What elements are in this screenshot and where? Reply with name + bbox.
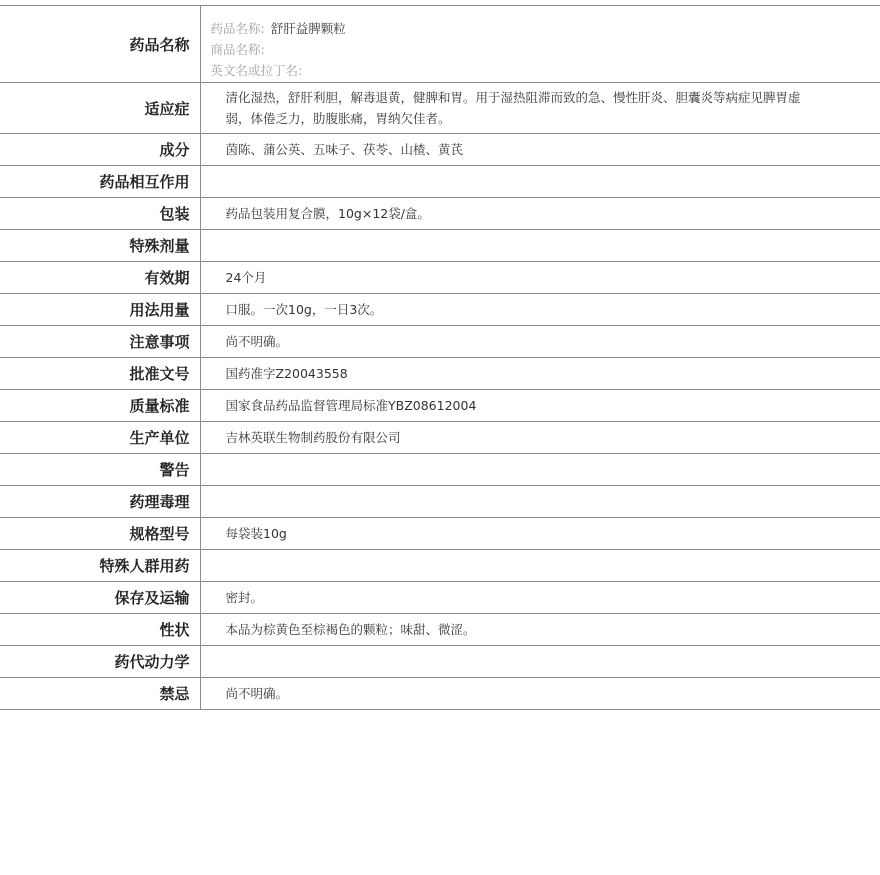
table-row — [0, 390, 880, 422]
row-value: 24个月 — [200, 262, 880, 294]
drug-name-value — [200, 6, 880, 83]
row-value: 茵陈、蒲公英、五味子、茯苓、山楂、黄芪 — [200, 134, 880, 166]
drug-name-label: 药品名称 — [0, 6, 200, 83]
table-row — [0, 646, 880, 678]
row-value: 口服。一次10g，一日3次。 — [200, 294, 880, 326]
row-value: 药品包装用复合膜，10g×12袋/盒。 — [200, 198, 880, 230]
row-value: 尚不明确。 — [200, 678, 880, 710]
drug-name-row — [0, 6, 880, 83]
table-row — [0, 134, 880, 166]
generic-name-label: 药品名称: — [210, 20, 265, 36]
row-label: 成分 — [0, 134, 200, 166]
table-row — [0, 486, 880, 518]
table-row — [0, 166, 880, 198]
row-label: 特殊剂量 — [0, 230, 200, 262]
row-value — [200, 454, 880, 486]
table-row-indications — [0, 83, 880, 134]
indications-text: 清化湿热，舒肝利胆，解毒退黄，健脾和胃。用于湿热阻滞而致的急、慢性肝炎、胆囊炎等病症见脾胃虚弱，体倦乏力，肋腹胀痛，胃纳欠佳者。 — [225, 90, 801, 126]
row-value: 本品为棕黄色至棕褐色的颗粒；味甜、微涩。 — [200, 614, 880, 646]
trade-name-label: 商品名称: — [210, 41, 265, 57]
row-label: 有效期 — [0, 262, 200, 294]
row-value: 国家食品药品监督管理局标准YBZ08612004 — [200, 390, 880, 422]
drug-info-table — [0, 5, 880, 710]
table-row — [0, 198, 880, 230]
table-row — [0, 678, 880, 710]
row-label: 用法用量 — [0, 294, 200, 326]
table-row — [0, 358, 880, 390]
row-label: 生产单位 — [0, 422, 200, 454]
row-value — [200, 646, 880, 678]
row-value: 国药准字Z20043558 — [200, 358, 880, 390]
row-value — [200, 550, 880, 582]
row-label: 性状 — [0, 614, 200, 646]
table-row — [0, 294, 880, 326]
row-label: 禁忌 — [0, 678, 200, 710]
row-label: 药品相互作用 — [0, 166, 200, 198]
generic-name-value: 舒肝益脾颗粒 — [270, 20, 346, 36]
row-label: 包装 — [0, 198, 200, 230]
table-row — [0, 614, 880, 646]
row-label: 保存及运输 — [0, 582, 200, 614]
table-row — [0, 262, 880, 294]
row-label: 规格型号 — [0, 518, 200, 550]
row-label: 药理毒理 — [0, 486, 200, 518]
row-label: 特殊人群用药 — [0, 550, 200, 582]
row-value: 每袋装10g — [200, 518, 880, 550]
row-label: 批准文号 — [0, 358, 200, 390]
row-value: 密封。 — [200, 582, 880, 614]
row-value: 尚不明确。 — [200, 326, 880, 358]
row-value: 吉林英联生物制药股份有限公司 — [200, 422, 880, 454]
generic-name-line — [211, 18, 871, 39]
table-row — [0, 454, 880, 486]
table-row — [0, 230, 880, 262]
table-row — [0, 422, 880, 454]
row-value — [200, 486, 880, 518]
row-label: 质量标准 — [0, 390, 200, 422]
row-label: 药代动力学 — [0, 646, 200, 678]
table-row — [0, 518, 880, 550]
table-row — [0, 582, 880, 614]
table-row — [0, 550, 880, 582]
row-value — [200, 230, 880, 262]
row-label: 警告 — [0, 454, 200, 486]
row-label: 适应症 — [0, 83, 200, 134]
english-name-label: 英文名或拉丁名: — [210, 62, 303, 78]
row-label: 注意事项 — [0, 326, 200, 358]
row-value — [200, 83, 880, 134]
table-row — [0, 326, 880, 358]
row-value — [200, 166, 880, 198]
